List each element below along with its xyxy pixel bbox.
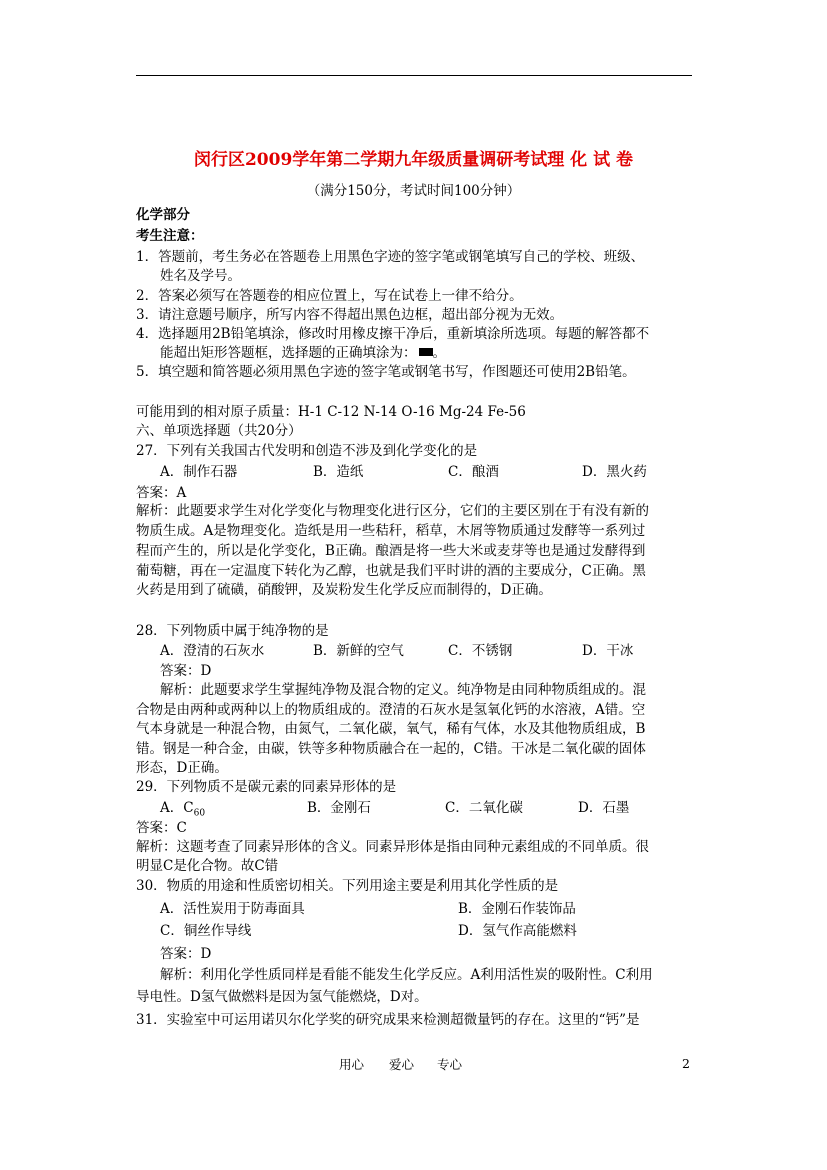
q28-analysis-line: 错。钢是一种合金，由碳，铁等多种物质融合在一起的，C错。干冰是二氧化碳的固体 xyxy=(136,741,646,757)
q29-answer: 答案：C xyxy=(136,820,187,836)
header-rule xyxy=(136,75,692,76)
footer-item: 专心 xyxy=(437,1057,463,1072)
q27-analysis-line: 物质生成。A是物理变化。造纸是用一些秸秆，稻草，木屑等物质通过发酵等一系列过 xyxy=(136,523,646,539)
question-stem-31: 31．实验室中可运用诺贝尔化学奖的研究成果来检测超微量钙的存在。这里的“钙”是 xyxy=(136,1012,640,1028)
section-heading: 化学部分 xyxy=(136,207,190,223)
footer-item: 爱心 xyxy=(389,1057,415,1072)
q28-analysis-line: 合物是由两种或两种以上的物质组成的。澄清的石灰水是氢氧化钙的水溶液，A错。空 xyxy=(136,702,646,718)
footer-item: 用心 xyxy=(339,1057,365,1072)
q27-option-c: C．酿酒 xyxy=(448,464,499,480)
exam-title: 闵行区2009学年第二学期九年级质量调研考试理 化 试 卷 xyxy=(193,150,634,170)
q27-analysis-line: 程而产生的，所以是化学变化，B正确。酿酒是将一些大米或麦芽等也是通过发酵得到 xyxy=(136,543,646,559)
q28-answer: 答案：D xyxy=(160,663,212,679)
question-stem-28: 28．下列物质中属于纯净物的是 xyxy=(136,623,329,639)
notice-heading: 考生注意： xyxy=(136,228,204,244)
q27-option-a: A．制作石器 xyxy=(160,464,238,480)
q28-option-d: D．干冰 xyxy=(582,643,634,659)
q30-option-d: D．氢气作高能燃料 xyxy=(458,923,577,939)
q29-option-b: B．金刚石 xyxy=(307,800,371,816)
q27-option-b: B．造纸 xyxy=(313,464,364,480)
q27-option-d: D．黑火药 xyxy=(582,464,647,480)
notice-line: 姓名及学号。 xyxy=(160,268,241,284)
question-stem-29: 29．下列物质不是碳元素的同素异形体的是 xyxy=(136,779,397,795)
q29-option-a-subscript: 60 xyxy=(193,808,206,819)
q29-option-d: D．石墨 xyxy=(578,800,630,816)
q29-analysis-line: 解析：这题考查了同素异形体的含义。同素异形体是指由同种元素组成的不同单质。很 xyxy=(136,839,649,855)
q27-analysis-line: 解析：此题要求学生对化学变化与物理变化进行区分，它们的主要区别在于有没有新的 xyxy=(136,503,649,519)
q28-option-c: C．不锈钢 xyxy=(448,643,513,659)
q30-analysis-line: 解析：利用化学性质同样是看能不能发生化学反应。A利用活性炭的吸附性。C利用 xyxy=(160,967,653,983)
q30-option-a: A．活性炭用于防毒面具 xyxy=(160,901,305,917)
q27-answer: 答案：A xyxy=(136,485,187,501)
q28-option-a: A．澄清的石灰水 xyxy=(160,643,265,659)
q29-option-a-prefix: A．C xyxy=(160,800,194,816)
q29-option-c: C．二氧化碳 xyxy=(445,800,523,816)
q29-analysis-line: 明显C是化合物。故C错 xyxy=(136,858,279,874)
notice-line: 5．填空题和简答题必须用黑色字迹的签字笔或钢笔书写，作图题还可使用2B铅笔。 xyxy=(136,364,636,380)
question-stem-30: 30．物质的用途和性质密切相关。下列用途主要是利用其化学性质的是 xyxy=(136,878,559,894)
q28-analysis-line: 气本身就是一种混合物，由氮气，二氧化碳，氧气，稀有气体，水及其他物质组成，B xyxy=(136,721,646,737)
filled-answer-box-icon xyxy=(419,348,433,356)
question-stem-27: 27．下列有关我国古代发明和创造不涉及到化学变化的是 xyxy=(136,443,478,459)
q28-analysis-line: 形态，D正确。 xyxy=(136,760,228,776)
notice-line: 1．答题前，考生务必在答题卷上用黑色字迹的签字笔或钢笔填写自己的学校、班级、 xyxy=(136,249,645,265)
q28-analysis-line: 解析：此题要求学生掌握纯净物及混合物的定义。纯净物是由同种物质组成的。混 xyxy=(160,682,646,698)
part-heading: 六、单项选择题（共20分） xyxy=(136,423,302,439)
notice-line: 2．答案必须写在答题卷的相应位置上，写在试卷上一律不给分。 xyxy=(136,288,523,304)
q27-analysis-line: 葡萄糖，再在一定温度下转化为乙醇，也就是我们平时讲的酒的主要成分，C正确。黑 xyxy=(136,563,646,579)
q30-option-c: C．铜丝作导线 xyxy=(160,923,252,939)
exam-subtitle: （满分150分，考试时间100分钟） xyxy=(306,183,521,199)
page-number: 2 xyxy=(682,1056,690,1071)
q28-option-b: B．新鲜的空气 xyxy=(313,643,404,659)
atomic-mass-line: 可能用到的相对原子质量：H-1 C-12 N-14 O-16 Mg-24 Fe-56 xyxy=(136,404,526,420)
q30-answer: 答案：D xyxy=(160,946,212,962)
q27-analysis-line: 火药是用到了硫磺，硝酸钾，及炭粉发生化学反应而制得的，D正确。 xyxy=(136,582,552,598)
q30-analysis-line: 导电性。D氢气做燃料是因为氢气能燃烧，D对。 xyxy=(136,989,428,1005)
notice-line-text: 能超出矩形答题框，选择题的正确填涂为： xyxy=(160,345,417,361)
notice-line: 3．请注意题号顺序，所写内容不得超出黑色边框，超出部分视为无效。 xyxy=(136,307,564,323)
notice-line: 4．选择题用2B铅笔填涂，修改时用橡皮擦干净后，重新填涂所选项。每题的解答都不 xyxy=(136,326,650,342)
notice-line-fill-example: 能超出矩形答题框，选择题的正确填涂为： 。 xyxy=(160,345,446,361)
q30-option-b: B．金刚石作装饰品 xyxy=(458,901,576,917)
